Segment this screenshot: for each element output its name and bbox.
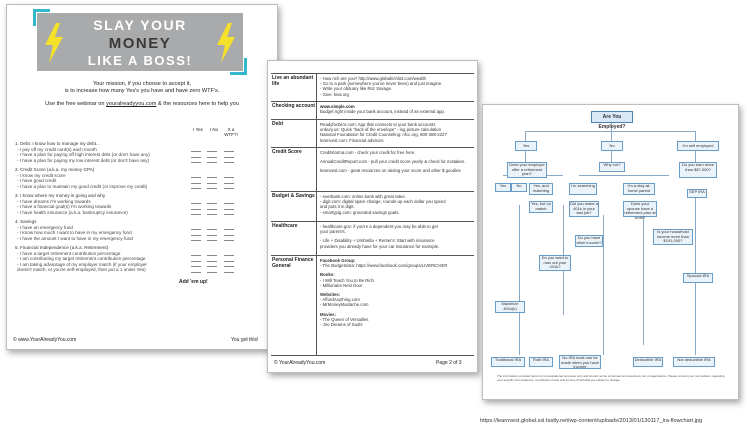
answer-blank[interactable] [191,183,201,184]
section-title: 1. Debt: I know how to manage my debt... [15,141,100,146]
table-rule [271,355,474,356]
node-401k-last-job: Did you make a 401k in your last job? [570,201,598,216]
answer-blank[interactable] [224,177,234,178]
flowchart-title: Are You Employed? [591,111,633,123]
choice-self-employed: I'm self employed [677,141,719,151]
answer-blank[interactable] [207,188,217,189]
cell-line: - digit.com: digital spare change, rounds-up each dollar you spend [320,199,446,205]
answer-blank[interactable] [207,183,217,184]
answer-blank[interactable] [191,157,201,158]
cell-line: - Give: kiva.org [320,91,349,97]
cell-line: - Millionaire Next Door [320,282,363,288]
answer-blank[interactable] [191,235,201,236]
footer-page-number: Page 2 of 3 [436,360,462,366]
row-cell-checking [320,104,470,114]
cell-line: ReadyforZero.com: App that connects to your bank accounts [320,122,436,127]
row-cell-credit [320,150,470,174]
add-em-up-label: Add 'em up! [179,279,208,285]
cell-line: - Life + Disability + Umbrella + Renter's: Start with insurance [320,238,435,244]
webinar-link[interactable]: youralreadyyou.com [106,101,157,107]
answer-blank[interactable] [224,157,234,158]
answer-blank[interactable] [224,261,234,262]
table-divider [316,73,317,355]
cell-link[interactable]: www.simple.com [320,104,355,109]
node-stay-at-home: I'm a stay-at-home parent [623,183,655,195]
answer-blank[interactable] [224,255,234,256]
answer-blank[interactable] [207,203,217,204]
cell-line: - Go to a park (somewhere you've never been) and just imagine. [320,81,443,87]
answer-blank[interactable] [191,203,201,204]
cell-line: CreditKarma.com - check your credit for free here. [320,150,416,155]
table-rule [271,119,474,120]
connector [603,215,604,355]
node-traditional-ira: Traditional IRA [491,357,525,367]
choice-no: No [601,141,623,151]
webinar-text: Use the free webinar on [45,101,107,107]
checklist-item: - I have good credit [17,178,57,184]
answer-blank[interactable] [191,209,201,210]
node-roth-ira: Roth IRA [529,357,553,367]
answer-blank[interactable] [207,162,217,163]
node-spouse-plan: Does your spouse have a retirement plan at work? [624,201,656,220]
section-title: 5. Financial Independence (a.k.a. Retirement) [15,245,109,250]
section-title: 2. Credit Score (a.k.a. my money GPA) [15,167,95,172]
footer-website: © YourAlreadyYou.com [274,360,326,366]
choice-yes: Yes [515,141,537,151]
connector [519,205,520,355]
answer-blank[interactable] [224,235,234,236]
answer-blank[interactable] [191,188,201,189]
node-why-not: Why not? [599,162,625,172]
answer-blank[interactable] [207,151,217,152]
node-not-deductible-ira: Not deductible IRA [673,357,715,367]
checklist-item: - I have a plan for paying my low interest debt (or don't have any) [17,157,150,163]
cell-line: - Write your obituary like Roz Savage. [320,86,393,92]
banner-line-3: LIKE A BOSS! [87,53,193,68]
checklist-item: - I pay off my credit card(s) each month [17,146,97,152]
resources-page [267,60,478,373]
connector [611,150,612,162]
connector [525,131,526,141]
connector [695,150,696,162]
node-yes-no-match: Yes, but no match [529,201,553,213]
checklist-item: - I am contributing my target retirement contribution percentage [17,256,146,262]
connector [643,215,644,345]
section-savings [15,219,273,241]
checklist-item: doesn't match, or you're self-employed, then put a 1 under Yes) [17,267,146,273]
cell-line: - AffordAnything.com [320,297,360,303]
answer-blank[interactable] [191,255,201,256]
answer-blank[interactable] [207,177,217,178]
row-label-personal-finance: Personal Finance General [272,257,314,269]
section-money-going [15,193,273,215]
answer-blank[interactable] [207,266,217,267]
answer-blank[interactable] [207,209,217,210]
section-credit [15,167,273,189]
answer-blank[interactable] [191,272,201,273]
answer-blank[interactable] [207,235,217,236]
answer-blank[interactable] [191,240,201,241]
node-no-ira-tools: No IRA tools can be made when you have income [560,355,600,370]
answer-blank[interactable] [224,240,234,241]
row-cell-personal-finance [320,258,470,327]
mission-line-1: Your mission, if you choose to accept it, [92,81,192,87]
cell-line: - The Queen of Versailles [320,316,369,322]
webinar-line [21,101,263,108]
connector [579,175,669,176]
flowchart-footnote: The information provided herein is for educational purposes only and should not be construed as investment, tax or legal advice. Please consult your own advisor regarding your specific circumstances. Contribution limits and income thresholds are subject to change. [497,374,725,382]
answer-blank[interactable] [224,203,234,204]
answer-blank[interactable] [224,214,234,215]
column-yes: I Yes [193,127,203,132]
node-spousal-ira: Spousal IRA [683,273,713,283]
checklist-item: - I have a target retirement contribution percentage [17,250,121,256]
row-cell-budget [320,194,470,215]
row-label-debt: Debt [272,121,284,127]
checklist-page [6,4,278,350]
node-searching: I'm searching [569,183,597,195]
answer-blank[interactable] [224,272,234,273]
answer-blank[interactable] [191,261,201,262]
row-label-healthcare: Healthcare [272,223,298,229]
column-no: I No [209,127,219,132]
section-financial-independence [15,245,273,273]
answer-blank[interactable] [191,162,201,163]
footer-website: © www.YourAlreadyYou.com [13,337,77,343]
checklist-item: - I have a plan to maintain my good credit (or improve my credit) [17,183,148,189]
node-no: No [511,183,527,192]
row-cell-healthcare [320,224,470,249]
footer-you-got-this: You got this! [231,337,259,343]
answer-blank[interactable] [224,151,234,152]
cell-line: National Foundation for Credit Counseling: nfcc.org, 800-388-2227 [320,132,447,138]
answer-blank[interactable] [191,214,201,215]
cell-line: - Jiro Dreams of Sushi [320,322,363,328]
section-title: 3. I know where my money is going and why [15,193,106,198]
column-wtf: X a WTF?! [224,127,238,137]
cell-line: - everbank.com: online bank with great rates. [320,194,406,199]
cell-line: - The Budgetnista: https://www.facebook.com/groups/LIVERICHER [320,263,448,269]
cell-heading: Movies: [320,311,336,317]
cell-heading: Websites: [320,292,341,298]
table-rule [271,147,474,148]
node-deductible-ira: Deductible IRA [633,357,663,367]
answer-blank[interactable] [207,255,217,256]
table-rule [271,255,474,256]
node-maximize-401k: Maximize 401k(k) [495,301,525,313]
checklist-item: - I know how much I want to have in my emergency fund [17,230,132,236]
cell-line: learnvest.com - great resources on raising your score and other $ goodies [320,168,461,174]
cell-line: Budget right inside your bank account, instead of an external app. [320,109,445,115]
cell-line: - healthcare.gov: if you're a dependent you may be able to get [320,224,438,229]
ira-flowchart-page [482,104,739,400]
cell-line: - How rich are you? http://www.globalrichlist.com/wealth [320,76,427,81]
table-rule [271,73,474,74]
row-label-credit: Credit Score [272,149,302,155]
cell-line: - I Will Teach You to Be Rich [320,277,374,283]
cell-heading: Books: [320,272,335,278]
node-sep-ira: SEP IRA [687,189,707,198]
connector [611,131,612,141]
answer-blank[interactable] [191,229,201,230]
node-max-401k: Do you want to max out your 401k? [539,255,571,271]
answer-blank[interactable] [224,209,234,210]
checklist-item: - I have an emergency fund [17,224,73,230]
answer-blank[interactable] [207,272,217,273]
answer-blank[interactable] [224,162,234,163]
answer-blank[interactable] [191,266,201,267]
row-label-abundant: Live an abundant life [272,75,314,87]
connector [695,131,696,141]
row-label-checking: Checking account [272,103,316,109]
checklist-item: - I have health insurance (a.k.a. bankruptcy insurance) [17,209,128,215]
mission-line-2: is to increase how many Yes's you have and have zero WTF's. [64,88,220,94]
node-other-income: Do you have other income? [575,235,603,247]
answer-blank[interactable] [207,214,217,215]
cell-line: providers you already have for your car insurance for example. [320,243,440,249]
table-rule [271,101,474,102]
section-debt [15,141,273,163]
banner-line-1: SLAY YOUR [93,17,187,33]
answer-blank[interactable] [191,151,201,152]
row-cell-debt [320,122,470,143]
checklist-item: - I know my credit score [17,172,66,178]
cell-heading: Facebook Group: [320,258,356,263]
answer-blank[interactable] [207,261,217,262]
answer-blank[interactable] [207,229,217,230]
cell-line: - smartypig.com: grounded savings goals. [320,209,400,215]
answer-blank[interactable] [224,183,234,184]
connector [525,150,526,162]
row-label-budget: Budget & Savings [272,193,315,199]
cell-line: and puts it in digit. [320,204,355,210]
checklist-item: - I have dreams I'm working towards [17,198,91,204]
checklist-item: - I have a plan for paying off high interest debt (or don't have any) [17,152,150,158]
cell-line: your parent's. [320,229,346,235]
cell-line: AnnualCreditReport.com - pull your credit score yearly & check for mistakes. [320,159,466,165]
node-household-income: Is your household income more than $191,000? [653,229,693,245]
checklist-item: - I have a financial goal(s) I'm working towards [17,204,112,210]
answer-blank[interactable] [207,157,217,158]
answer-blank[interactable] [207,240,217,241]
banner-line-2: MONEY [108,35,172,52]
node-yes: Yes [495,183,511,192]
node-employer-plan: Does your employer offer a retirement plan? [507,162,547,178]
checklist-item: - I am taking advantage of my employer match (if your employer [17,261,147,267]
cell-line: - MrMoneyMustache.com [320,302,369,308]
slay-banner [37,13,243,71]
section-title: 4. Savings [15,219,37,224]
checklist-item: - I have the amount I want to have in my emergency fund [17,235,133,241]
table-rule [271,221,474,222]
image-source-url[interactable]: https://learnvest.global.ssl.fastly.net/wp-content/uploads/2013/01/130117_ira-flowchart.jpg [480,418,703,424]
node-yes-matching: Yes, and matching [529,183,553,195]
answer-blank[interactable] [224,266,234,267]
cell-line: learnvest.com: Financial advisors [320,137,384,143]
webinar-text-end: & the resources here to help you [156,101,239,107]
cell-line: unbury.us: Quick "back of the envelope" - log picture calculation [320,127,441,133]
row-cell-abundant [320,76,470,97]
node-earn-57000: Do you earn more than $57,000? [679,162,717,178]
answer-blank[interactable] [191,177,201,178]
table-rule [271,191,474,192]
answer-blank[interactable] [224,229,234,230]
answer-blank[interactable] [224,188,234,189]
